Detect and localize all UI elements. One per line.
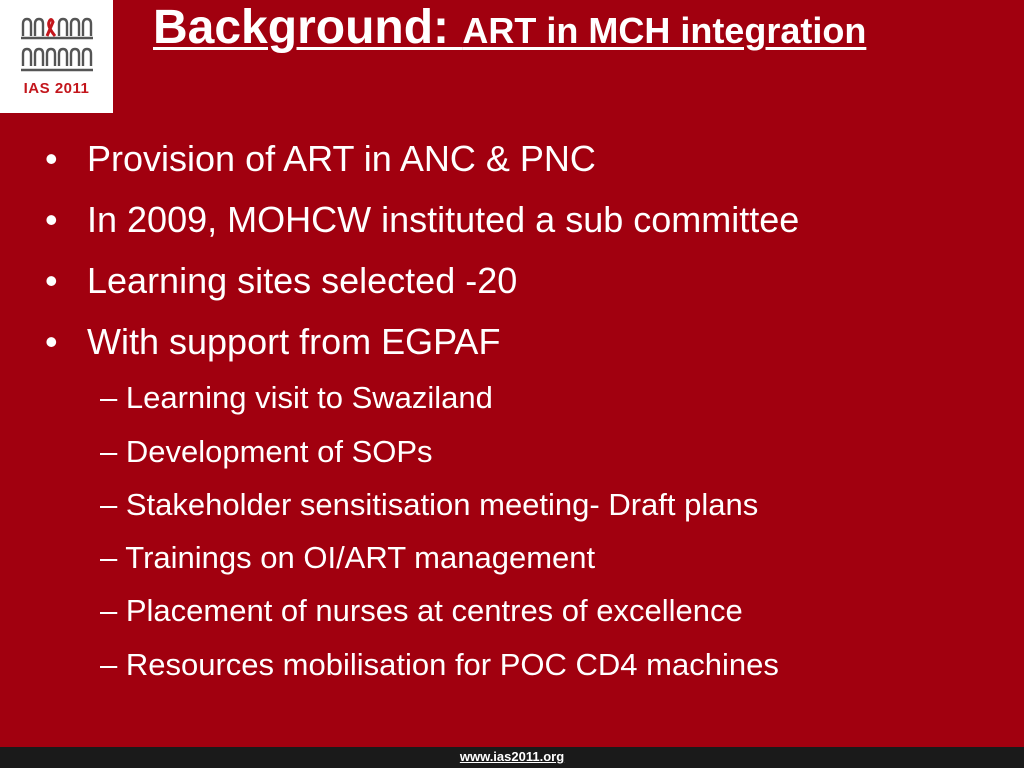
slide-title [153,0,953,55]
bullet-text: In 2009, MOHCW instituted a sub committee [87,199,800,240]
logo-text: IAS 2011 [23,80,90,97]
sub-bullet-item: – Trainings on OI/ART management [100,540,596,575]
sub-bullet-item: – Resources mobilisation for POC CD4 machines [100,647,779,682]
colosseum-arches-icon [20,14,94,76]
red-ribbon-icon [47,20,55,37]
bullet-marker: • [45,199,58,240]
footer-bar [0,747,1024,768]
conference-logo [0,0,113,113]
sub-bullet-item: – Learning visit to Swaziland [100,380,493,415]
footer-website-link[interactable]: www.ias2011.org [459,749,565,764]
bullet-text: With support from EGPAF [87,321,501,362]
bullet-marker: • [45,260,58,301]
sub-bullet-item: – Development of SOPs [100,434,433,469]
bullet-text: Provision of ART in ANC & PNC [87,138,596,179]
bullet-marker: • [45,138,58,179]
title-main: Background: [153,1,463,54]
bullet-marker: • [45,321,58,362]
bullet-text: Learning sites selected -20 [87,260,518,301]
sub-bullet-item: – Placement of nurses at centres of excellence [100,593,743,628]
sub-bullet-item: – Stakeholder sensitisation meeting- Draft plans [100,487,759,522]
title-sub: ART in MCH integration [462,10,867,51]
